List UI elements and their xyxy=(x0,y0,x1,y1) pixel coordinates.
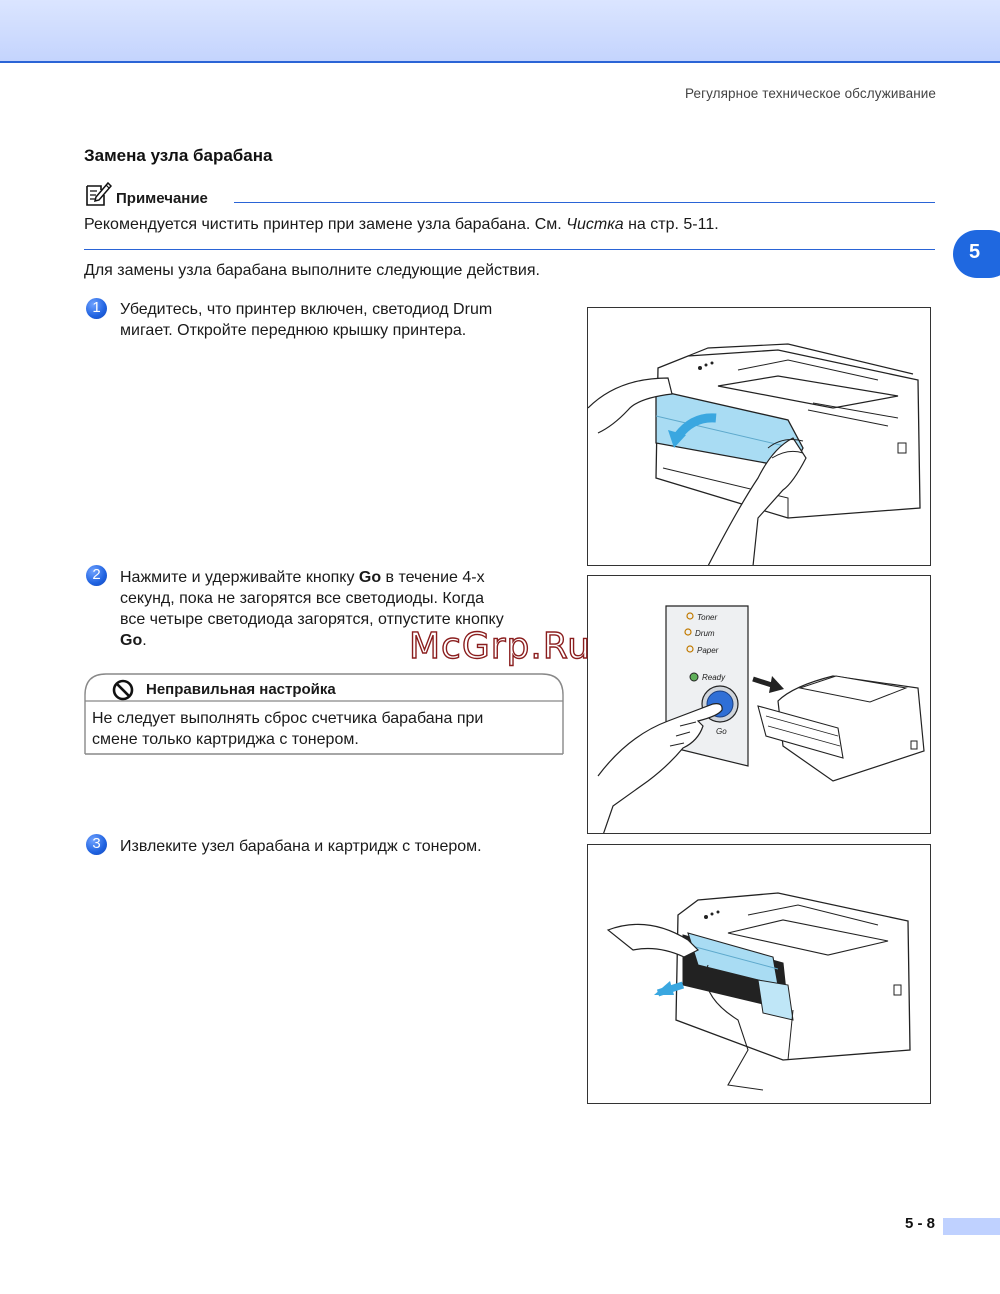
go-button-label-inline: Go xyxy=(358,569,382,586)
figure-open-front-cover xyxy=(587,307,931,566)
step-2-line-3: все четыре светодиода загорятся, отпустите кнопку xyxy=(120,611,504,628)
note-label: Примечание xyxy=(116,190,208,207)
warning-text xyxy=(92,708,562,750)
top-header-band xyxy=(0,0,1000,61)
go-button-panel-label: Go xyxy=(716,727,727,736)
step-1-text xyxy=(120,299,492,341)
note-rule xyxy=(234,202,935,203)
warning-line-2: смене только картриджа с тонером. xyxy=(92,731,359,748)
note-link-cleaning[interactable]: Чистка xyxy=(566,216,624,233)
note-bottom-rule xyxy=(84,249,935,250)
warning-line-1: Не следует выполнять сброс счетчика барабана при xyxy=(92,710,484,727)
prohibited-icon xyxy=(112,679,134,701)
step-3-badge xyxy=(86,834,107,855)
note-text-start: Рекомендуется чистить принтер при замене узла барабана. См. xyxy=(84,216,567,233)
step-2-line-1: Нажмите и удерживайте кнопку Go в течение 4-х xyxy=(120,569,485,586)
page-number-tab xyxy=(943,1218,1000,1235)
section-title: Замена узла барабана xyxy=(84,146,273,165)
watermark: McGrp.Ru xyxy=(409,626,592,667)
step-2-line-2: секунд, пока не загорятся все светодиоды. Когда xyxy=(120,590,484,607)
drum-led-label: Drum xyxy=(695,629,715,638)
step-3-line-1: Извлеките узел барабана и картридж с тонером. xyxy=(120,838,482,855)
warning-label: Неправильная настройка xyxy=(146,681,336,698)
top-header-rule xyxy=(0,61,1000,63)
step-1-badge xyxy=(86,298,107,319)
step-3-text xyxy=(120,836,482,857)
printer-open-cover-illustration xyxy=(588,308,931,566)
running-header: Регулярное техническое обслуживание xyxy=(684,86,936,101)
warning-box xyxy=(84,673,564,755)
step-2-line-4: Go. xyxy=(120,632,147,649)
note-pencil-icon xyxy=(84,181,112,207)
intro-text: Для замены узла барабана выполните следующие действия. xyxy=(84,262,540,279)
note-header xyxy=(84,181,935,207)
remove-drum-illustration xyxy=(588,845,931,1104)
step-3-number: 3 xyxy=(92,835,101,852)
control-panel-illustration xyxy=(588,576,931,834)
chapter-tab[interactable] xyxy=(953,230,1000,278)
go-button-label-inline-2: Go xyxy=(120,632,143,649)
step-1-line-1: Убедитесь, что принтер включен, светодиод Drum xyxy=(120,301,493,318)
paper-led-label: Paper xyxy=(697,646,719,655)
step-1-number: 1 xyxy=(92,299,101,316)
ready-led-label: Ready xyxy=(702,673,726,682)
step-2-badge xyxy=(86,565,107,586)
figure-remove-drum xyxy=(587,844,931,1104)
figure-press-go-button xyxy=(587,575,931,834)
page-number: 5 - 8 xyxy=(905,1215,936,1232)
step-2-number: 2 xyxy=(92,566,101,583)
step-1-line-2: мигает. Откройте переднюю крышку принтера. xyxy=(120,322,467,339)
chapter-number: 5 xyxy=(969,241,981,263)
toner-led-label: Toner xyxy=(697,613,718,622)
note-text xyxy=(84,216,719,234)
note-text-end: на стр. 5-11. xyxy=(623,216,719,233)
